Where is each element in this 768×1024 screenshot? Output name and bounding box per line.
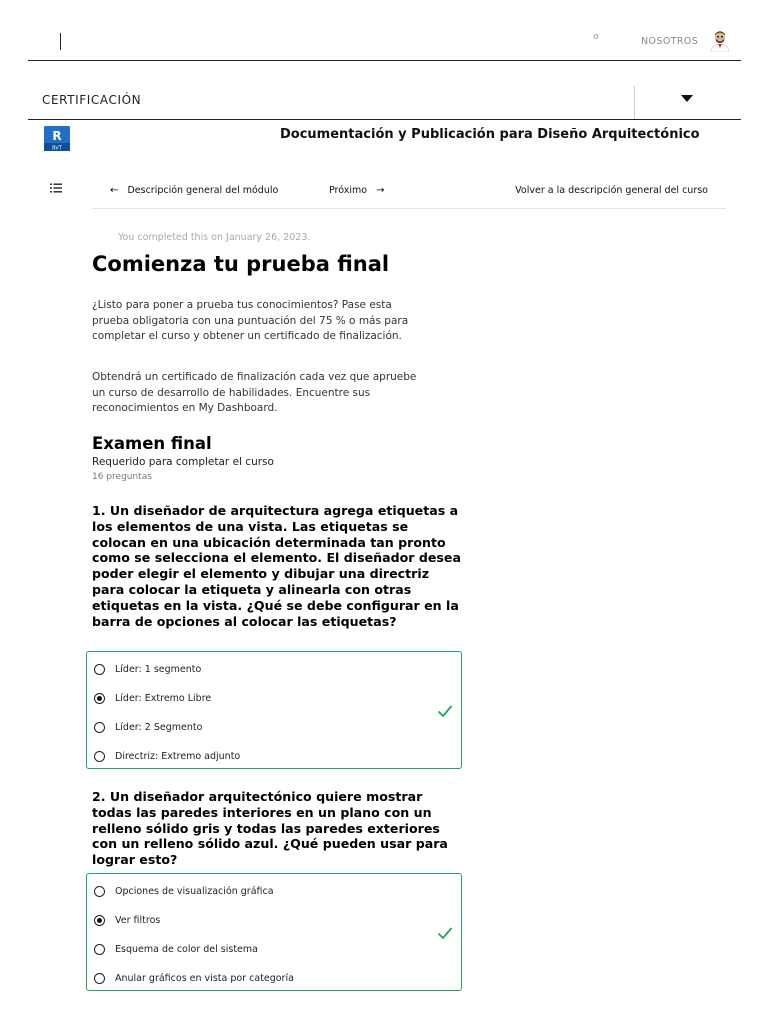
certification-divider [634,86,635,119]
check-icon [437,704,453,718]
chevron-down-icon[interactable] [681,95,693,102]
nav-divider [60,33,61,50]
q1-option-2[interactable] [94,690,211,706]
intro-paragraph-1: ¿Listo para poner a prueba tus conocimientos? Pase esta prueba obligatoria con una puntuación del 75 % o más para completar el curso y obtener un certificado de finalización. [92,299,409,342]
q1-option-4[interactable] [94,748,240,764]
exam-title: Examen final [92,434,212,453]
q2-option-1[interactable] [94,883,274,899]
nosotros-link[interactable]: NOSOTROS [641,36,699,47]
radio-button-selected[interactable] [94,693,105,704]
radio-button[interactable] [94,722,105,733]
option-label: Esquema de color del sistema [115,943,258,955]
nav-dot[interactable]: o [593,32,599,42]
q2-option-2[interactable] [94,912,160,928]
question-1-answers [86,651,462,769]
q1-option-1[interactable] [94,661,201,677]
arrow-right-icon: → [376,185,385,196]
question-2-answers [86,873,462,991]
prev-module-link[interactable] [110,185,278,196]
radio-button[interactable] [94,973,105,984]
intro-paragraph-2: Obtendrá un certificado de finalización cada vez que apruebe un curso de desarrollo de habilidades. Encuentre sus reconocimientos en My Dashboard. [92,371,417,414]
q2-option-3[interactable] [94,941,258,957]
list-icon[interactable] [50,183,62,193]
next-link[interactable] [329,185,385,196]
option-label: Opciones de visualización gráfica [115,885,274,897]
page-title: Comienza tu prueba final [92,252,390,276]
completed-text: You completed this on January 26, 2023. [118,232,311,243]
option-label: Anular gráficos en vista por categoría [115,972,294,984]
logo-letter: R [52,129,62,143]
option-label: Directriz: Extremo adjunto [115,750,241,762]
radio-button[interactable] [94,886,105,897]
radio-button[interactable] [94,751,105,762]
arrow-left-icon: ← [110,185,119,196]
option-label: Ver filtros [115,914,161,926]
course-title: Documentación y Publicación para Diseño Arquitectónico [280,127,700,142]
exam-required: Requerido para completar el curso [92,456,274,468]
logo-sub: RVT [52,145,62,151]
question-2-text: 2. Un diseñador arquitectónico quiere mostrar todas las paredes interiores en un plano con un relleno sólido gris y todas las paredes exteriores con un relleno sólido azul. ¿Qué pueden usar para lograr esto? [92,789,448,868]
exam-question-count: 16 preguntas [92,472,152,482]
top-navigation [28,20,741,61]
check-icon [437,926,453,940]
q2-option-4[interactable] [94,970,294,986]
option-label: Líder: 1 segmento [115,663,202,675]
q1-option-3[interactable] [94,719,202,735]
revit-logo-icon [44,126,70,151]
certification-bar[interactable] [28,82,741,120]
next-label: Próximo [329,185,368,196]
option-label: Líder: Extremo Libre [115,692,212,704]
option-label: Líder: 2 Segmento [115,721,203,733]
certification-label: CERTIFICACIÓN [42,93,142,107]
module-navigation [92,178,726,209]
prev-module-label: Descripción general del módulo [127,185,279,196]
radio-button[interactable] [94,664,105,675]
radio-button[interactable] [94,944,105,955]
question-1-text: 1. Un diseñador de arquitectura agrega etiquetas a los elementos de una vista. Las etiquetas se colocan en una ubicación determinada tan pronto como se selecciona el elemento. El diseñador desea poder elegir el elemento y dibujar una directriz para colocar la etiqueta y alinearla con otras etiquetas en la vista. ¿Qué se debe configurar en la barra de opciones al colocar las etiquetas? [92,503,461,629]
radio-button-selected[interactable] [94,915,105,926]
back-to-course-link[interactable]: Volver a la descripción general del curso [515,185,708,196]
avatar[interactable] [710,30,730,52]
